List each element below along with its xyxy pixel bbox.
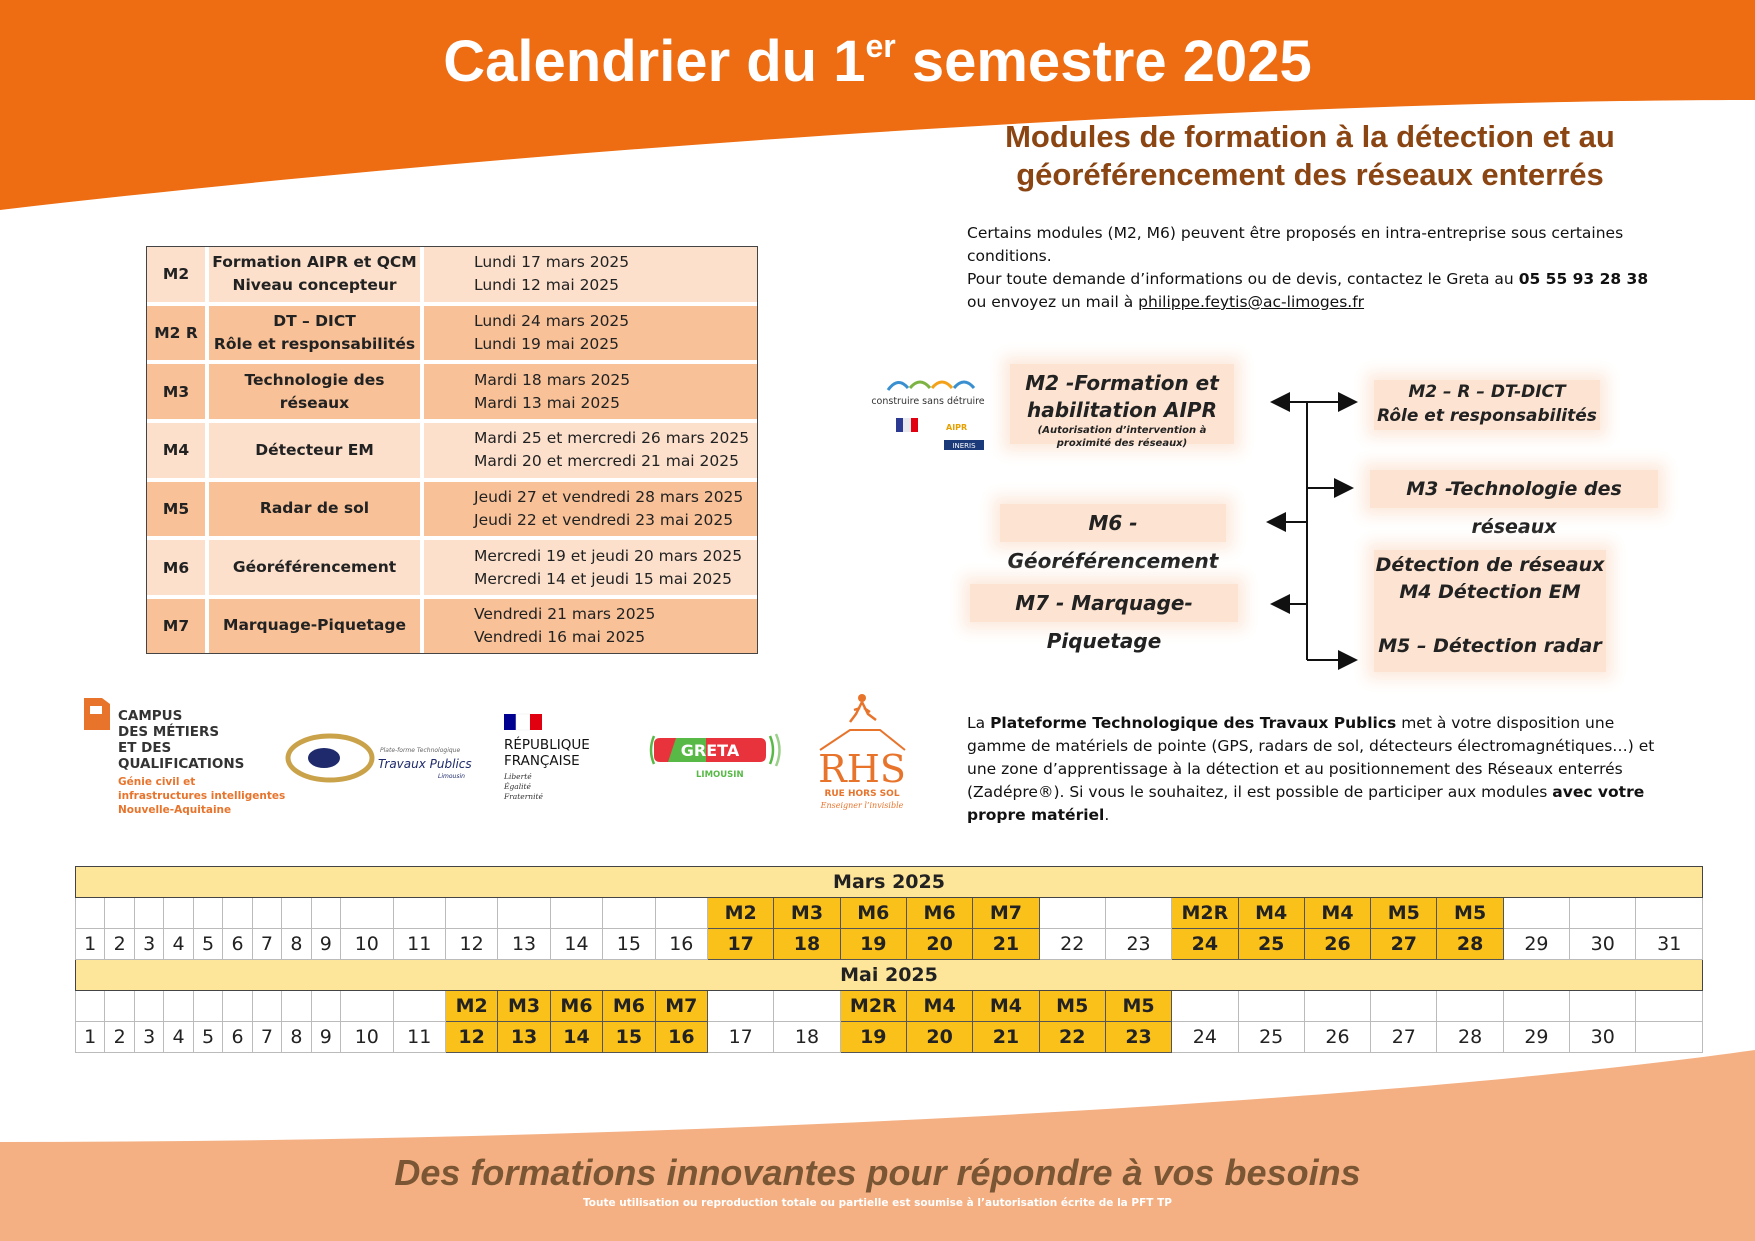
page-title: Calendrier du 1er semestre 2025 bbox=[443, 28, 1312, 94]
campus-logo bbox=[84, 698, 285, 816]
module-cell: M4 bbox=[973, 991, 1039, 1022]
day-cell: 21 bbox=[973, 1022, 1039, 1053]
day-cell: 16 bbox=[655, 1022, 707, 1053]
module-cell bbox=[1039, 898, 1105, 929]
module-name: Technologie des réseaux bbox=[209, 364, 424, 423]
day-cell: 8 bbox=[282, 929, 311, 960]
module-code: M2 R bbox=[147, 306, 209, 365]
info-line-2: Pour toute demande d’informations ou de devis, contactez le Greta au 05 55 93 28 38 ou envoyez un mail à philippe.feytis@ac-limoges.fr bbox=[967, 270, 1649, 311]
day-cell: 1 bbox=[76, 1022, 105, 1053]
day-cell: 2 bbox=[105, 929, 134, 960]
day-cell: 1 bbox=[76, 929, 105, 960]
module-cell bbox=[1503, 898, 1569, 929]
day-cell: 26 bbox=[1304, 929, 1370, 960]
module-cell bbox=[282, 898, 311, 929]
campus-line-1: CAMPUS bbox=[118, 708, 183, 724]
republique-francaise-logo bbox=[503, 714, 590, 801]
module-cell: M7 bbox=[973, 898, 1039, 929]
module-cell bbox=[311, 991, 340, 1022]
module-cell bbox=[252, 991, 281, 1022]
day-cell: 5 bbox=[193, 929, 222, 960]
day-cell: 13 bbox=[498, 929, 550, 960]
day-cell: 21 bbox=[973, 929, 1039, 960]
greta-logo bbox=[651, 734, 780, 780]
rf-motto-3: Fraternité bbox=[504, 792, 543, 801]
box-m3: M3 -Technologie des réseaux bbox=[1370, 470, 1658, 508]
day-cell: 25 bbox=[1238, 929, 1304, 960]
day-cell: 9 bbox=[311, 929, 340, 960]
module-cell bbox=[498, 898, 550, 929]
greta-sub: LIMOUSIN bbox=[696, 770, 744, 780]
day-cell: 22 bbox=[1039, 1022, 1105, 1053]
schedule-row bbox=[147, 599, 757, 653]
mini-logo-badge-ineris: INERIS bbox=[952, 442, 976, 450]
module-cell bbox=[1172, 991, 1238, 1022]
subtitle-line-2: géoréférencement des réseaux enterrés bbox=[1016, 157, 1604, 192]
day-cell: 17 bbox=[708, 1022, 774, 1053]
module-cell bbox=[774, 991, 840, 1022]
schedule-row bbox=[147, 482, 757, 541]
pft-main: Travaux Publics bbox=[378, 757, 472, 771]
day-cell: 20 bbox=[906, 929, 972, 960]
day-cell: 11 bbox=[393, 929, 445, 960]
rhs-tagline: Enseigner l’invisible bbox=[820, 801, 904, 810]
campus-sub-3: Nouvelle-Aquitaine bbox=[118, 804, 232, 816]
module-dates: Mardi 25 et mercredi 26 mars 2025 Mardi 20 et mercredi 21 mai 2025 bbox=[424, 423, 757, 482]
module-cell: M7 bbox=[655, 991, 707, 1022]
campus-line-2: DES MÉTIERS bbox=[118, 724, 220, 740]
copyright-notice: Toute utilisation ou reproduction totale ou partielle est soumise à l’autorisation écrite de la PFT TP bbox=[583, 1197, 1172, 1209]
slogan: Des formations innovantes pour répondre à vos besoins bbox=[394, 1152, 1361, 1193]
module-name: DT – DICT Rôle et responsabilités bbox=[209, 306, 424, 365]
schedule-row bbox=[147, 540, 757, 599]
module-code: M5 bbox=[147, 482, 209, 541]
box-m7: M7 - Marquage-Piquetage bbox=[970, 584, 1238, 622]
day-cell: 22 bbox=[1039, 929, 1105, 960]
rf-motto-1: Liberté bbox=[504, 772, 532, 781]
day-cell: 12 bbox=[445, 1022, 497, 1053]
module-cell: M3 bbox=[498, 991, 550, 1022]
schedule-table bbox=[146, 246, 758, 654]
day-row bbox=[76, 929, 1703, 960]
day-cell: 29 bbox=[1503, 1022, 1569, 1053]
module-cell bbox=[1503, 991, 1569, 1022]
day-cell: 14 bbox=[550, 929, 602, 960]
module-cell bbox=[708, 991, 774, 1022]
box-m2: M2 -Formation et habilitation AIPR (Autorisation d’intervention à proximité des réseaux) bbox=[1010, 364, 1234, 444]
module-cell: M6 bbox=[550, 991, 602, 1022]
module-cell bbox=[445, 898, 497, 929]
module-diagram bbox=[850, 340, 1680, 680]
module-cell bbox=[134, 898, 163, 929]
pft-small: Plate-forme Technologique bbox=[380, 747, 461, 754]
day-cell: 26 bbox=[1304, 1022, 1370, 1053]
module-cell: M2 bbox=[708, 898, 774, 929]
subtitle bbox=[960, 118, 1660, 194]
schedule-row bbox=[147, 423, 757, 482]
day-cell: 27 bbox=[1371, 1022, 1437, 1053]
module-cell bbox=[164, 898, 193, 929]
month-label: Mai 2025 bbox=[76, 960, 1703, 991]
module-cell bbox=[252, 898, 281, 929]
info-line-1: Certains modules (M2, M6) peuvent être proposés en intra-entreprise sous certaines conditions. bbox=[967, 224, 1624, 265]
day-cell: 31 bbox=[1636, 929, 1703, 960]
module-cell: M4 bbox=[1238, 898, 1304, 929]
module-cell: M6 bbox=[906, 898, 972, 929]
module-cell bbox=[105, 991, 134, 1022]
module-dates: Vendredi 21 mars 2025 Vendredi 16 mai 2025 bbox=[424, 599, 757, 653]
module-cell bbox=[193, 991, 222, 1022]
module-cell bbox=[1105, 898, 1171, 929]
day-cell: 23 bbox=[1105, 1022, 1171, 1053]
day-cell: 7 bbox=[252, 929, 281, 960]
campus-sub-1: Génie civil et bbox=[118, 776, 196, 788]
campus-line-3: ET DES bbox=[118, 740, 172, 756]
module-cell bbox=[1570, 991, 1636, 1022]
module-cell bbox=[1570, 898, 1636, 929]
day-cell: 4 bbox=[164, 929, 193, 960]
module-cell: M4 bbox=[906, 991, 972, 1022]
module-cell: M2 bbox=[445, 991, 497, 1022]
day-cell: 3 bbox=[134, 1022, 163, 1053]
day-cell: 11 bbox=[393, 1022, 445, 1053]
day-cell: 12 bbox=[445, 929, 497, 960]
rhs-logo bbox=[818, 694, 906, 810]
module-name: Géoréférencement bbox=[209, 540, 424, 599]
module-cell bbox=[1238, 991, 1304, 1022]
mini-logo-text: construire sans détruire bbox=[871, 396, 985, 407]
day-cell: 24 bbox=[1172, 929, 1238, 960]
module-dates: Jeudi 27 et vendredi 28 mars 2025 Jeudi 22 et vendredi 23 mai 2025 bbox=[424, 482, 757, 541]
module-code: M6 bbox=[147, 540, 209, 599]
module-cell: M2R bbox=[1172, 898, 1238, 929]
day-cell: 23 bbox=[1105, 929, 1171, 960]
day-cell: 30 bbox=[1570, 1022, 1636, 1053]
day-cell: 9 bbox=[311, 1022, 340, 1053]
schedule-row bbox=[147, 306, 757, 365]
info-paragraph bbox=[967, 222, 1657, 314]
module-cell: M5 bbox=[1437, 898, 1503, 929]
day-cell: 6 bbox=[223, 1022, 252, 1053]
day-cell: 5 bbox=[193, 1022, 222, 1053]
module-cell bbox=[1304, 991, 1370, 1022]
footer-band bbox=[0, 1040, 1755, 1241]
day-cell: 15 bbox=[603, 1022, 655, 1053]
module-cell bbox=[341, 898, 393, 929]
module-cell bbox=[603, 898, 655, 929]
module-name: Radar de sol bbox=[209, 482, 424, 541]
module-row bbox=[76, 991, 1703, 1022]
calendar-grid bbox=[75, 866, 1703, 1053]
subtitle-line-1: Modules de formation à la détection et au bbox=[1005, 119, 1615, 154]
module-code: M4 bbox=[147, 423, 209, 482]
rhs-sub: RUE HORS SOL bbox=[824, 789, 900, 799]
phone-number: 05 55 93 28 38 bbox=[1518, 270, 1649, 288]
module-cell bbox=[223, 898, 252, 929]
day-cell: 13 bbox=[498, 1022, 550, 1053]
day-cell: 17 bbox=[708, 929, 774, 960]
email-link[interactable]: philippe.feytis@ac-limoges.fr bbox=[1138, 293, 1365, 311]
day-cell: 15 bbox=[603, 929, 655, 960]
day-cell: 10 bbox=[341, 929, 393, 960]
day-cell: 24 bbox=[1172, 1022, 1238, 1053]
day-cell: 28 bbox=[1437, 1022, 1503, 1053]
module-cell bbox=[76, 898, 105, 929]
rf-line-2: FRANÇAISE bbox=[504, 753, 580, 769]
module-cell bbox=[76, 991, 105, 1022]
module-dates: Mardi 18 mars 2025 Mardi 13 mai 2025 bbox=[424, 364, 757, 423]
day-cell: 2 bbox=[105, 1022, 134, 1053]
day-cell: 14 bbox=[550, 1022, 602, 1053]
plateforme-paragraph: La Plateforme Technologique des Travaux Publics met à votre disposition une gamme de matériels de pointe (GPS, radars de sol, détecteurs électromagnétiques…) et une zone d’apprentissage à la détection et au positionnement des Réseaux enterrés (Zadépre®). Si vous le souhaitez, il est possible de participer aux modules avec votre propre matériel. bbox=[967, 714, 1655, 824]
greta-text: GRETA bbox=[680, 741, 740, 760]
box-m6: M6 - Géoréférencement bbox=[1000, 504, 1226, 542]
pft-sub: Limousin bbox=[438, 773, 465, 780]
module-cell bbox=[1371, 991, 1437, 1022]
module-cell: M6 bbox=[840, 898, 906, 929]
rf-motto-2: Égalité bbox=[504, 782, 531, 791]
module-cell bbox=[164, 991, 193, 1022]
module-cell: M5 bbox=[1371, 898, 1437, 929]
module-code: M2 bbox=[147, 247, 209, 306]
rhs-main: RHS bbox=[818, 747, 906, 791]
module-code: M7 bbox=[147, 599, 209, 653]
campus-sub-2: infrastructures intelligentes bbox=[118, 790, 286, 802]
module-cell bbox=[223, 991, 252, 1022]
day-cell: 25 bbox=[1238, 1022, 1304, 1053]
module-cell bbox=[105, 898, 134, 929]
day-cell: 10 bbox=[341, 1022, 393, 1053]
module-cell bbox=[393, 898, 445, 929]
day-cell: 19 bbox=[840, 929, 906, 960]
module-cell bbox=[341, 991, 393, 1022]
module-cell bbox=[1636, 898, 1703, 929]
module-cell: M3 bbox=[774, 898, 840, 929]
module-name: Détecteur EM bbox=[209, 423, 424, 482]
module-cell bbox=[393, 991, 445, 1022]
day-cell: 19 bbox=[840, 1022, 906, 1053]
box-detection: Détection de réseaux M4 Détection EM M5 – Détection radar bbox=[1374, 550, 1606, 672]
module-cell bbox=[550, 898, 602, 929]
module-cell: M2R bbox=[840, 991, 906, 1022]
module-name: Formation AIPR et QCM Niveau concepteur bbox=[209, 247, 424, 306]
module-cell bbox=[311, 898, 340, 929]
day-cell: 28 bbox=[1437, 929, 1503, 960]
module-code: M3 bbox=[147, 364, 209, 423]
module-cell bbox=[1437, 991, 1503, 1022]
box-m2r: M2 – R – DT-DICT Rôle et responsabilités bbox=[1374, 380, 1600, 430]
module-cell bbox=[134, 991, 163, 1022]
module-dates: Mercredi 19 et jeudi 20 mars 2025 Mercredi 14 et jeudi 15 mai 2025 bbox=[424, 540, 757, 599]
day-cell: 30 bbox=[1570, 929, 1636, 960]
day-cell: 27 bbox=[1371, 929, 1437, 960]
module-dates: Lundi 24 mars 2025 Lundi 19 mai 2025 bbox=[424, 306, 757, 365]
day-cell: 16 bbox=[655, 929, 707, 960]
schedule-row bbox=[147, 247, 757, 306]
day-cell: 20 bbox=[906, 1022, 972, 1053]
rf-line-1: RÉPUBLIQUE bbox=[504, 737, 590, 753]
module-cell: M5 bbox=[1039, 991, 1105, 1022]
day-cell: 7 bbox=[252, 1022, 281, 1053]
pft-tp-logo bbox=[288, 736, 472, 780]
module-cell bbox=[1636, 991, 1703, 1022]
day-cell: 8 bbox=[282, 1022, 311, 1053]
day-cell: 18 bbox=[774, 929, 840, 960]
day-cell: 4 bbox=[164, 1022, 193, 1053]
day-cell: 6 bbox=[223, 929, 252, 960]
module-cell: M5 bbox=[1105, 991, 1171, 1022]
partner-logos bbox=[80, 690, 940, 820]
module-row bbox=[76, 898, 1703, 929]
schedule-row bbox=[147, 364, 757, 423]
month-header-row bbox=[76, 960, 1703, 991]
module-cell: M6 bbox=[603, 991, 655, 1022]
day-cell: 29 bbox=[1503, 929, 1569, 960]
module-dates: Lundi 17 mars 2025 Lundi 12 mai 2025 bbox=[424, 247, 757, 306]
construire-sans-detruire-logo bbox=[868, 374, 988, 454]
month-label: Mars 2025 bbox=[76, 867, 1703, 898]
module-cell bbox=[282, 991, 311, 1022]
campus-line-4: QUALIFICATIONS bbox=[118, 756, 245, 772]
day-cell: 3 bbox=[134, 929, 163, 960]
mini-logo-badge-aipr: AIPR bbox=[946, 423, 968, 432]
module-name: Marquage-Piquetage bbox=[209, 599, 424, 653]
module-cell: M4 bbox=[1304, 898, 1370, 929]
day-cell: 18 bbox=[774, 1022, 840, 1053]
module-cell bbox=[193, 898, 222, 929]
module-cell bbox=[655, 898, 707, 929]
month-header-row bbox=[76, 867, 1703, 898]
